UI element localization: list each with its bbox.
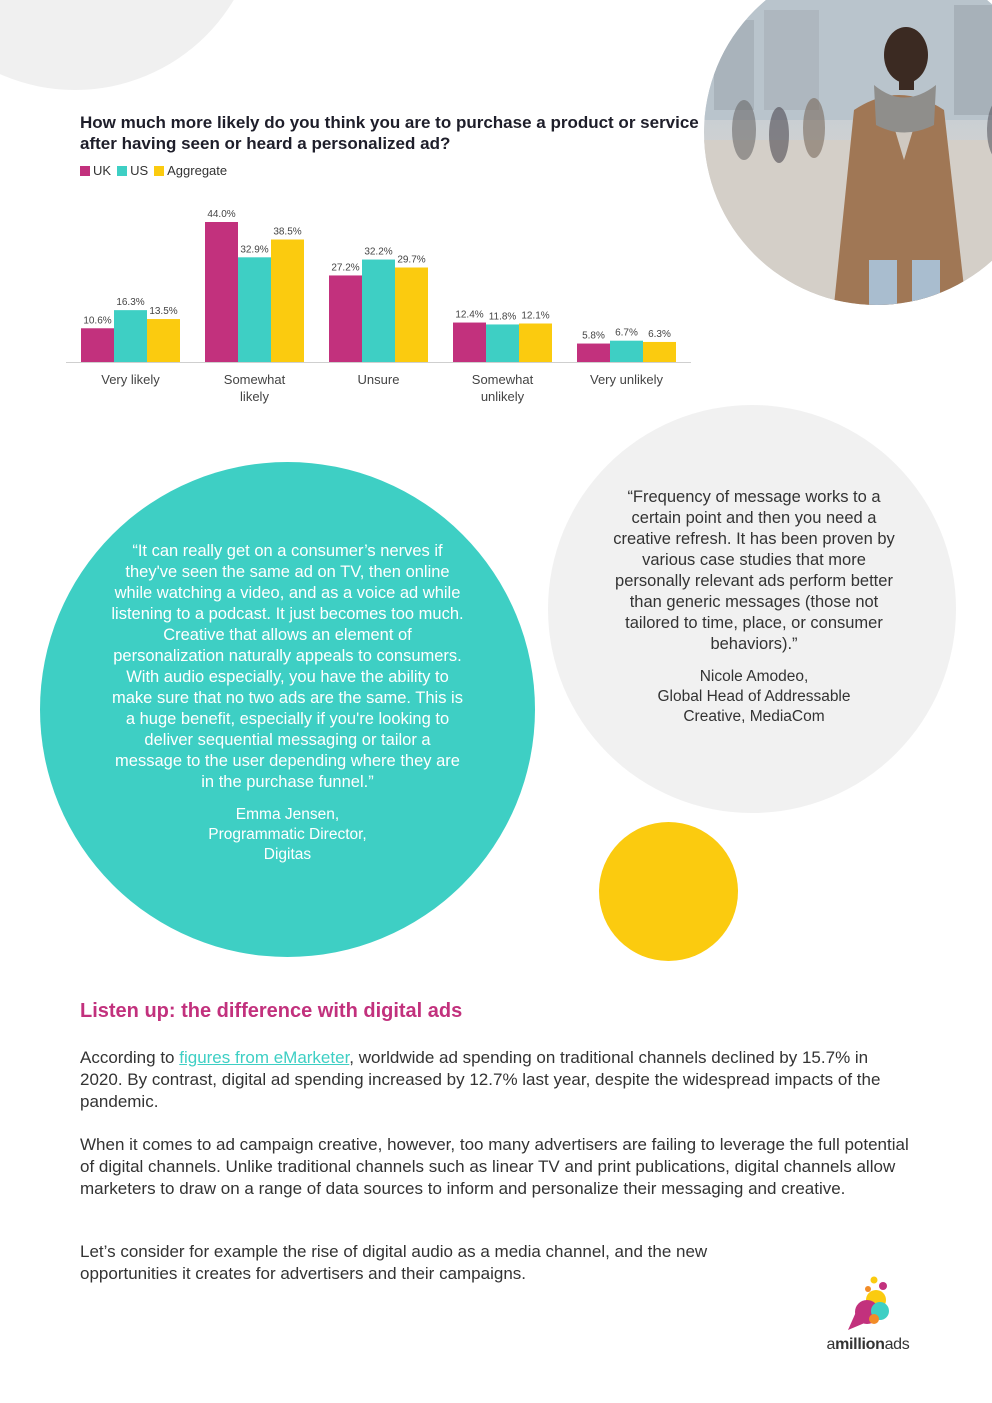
data-label-uk-2: 27.2% [331,262,360,274]
bar-aggregate-1 [271,240,304,363]
bar-aggregate-2 [395,268,428,363]
legend-swatch-us [117,166,127,176]
paragraph-3: Let’s consider for example the rise of digital audio as a media channel, and the new opportunities it creates for advertisers and their campaigns. [80,1242,708,1283]
photo-man-walking [704,0,992,305]
bar-us-4 [610,341,643,362]
data-label-aggregate-0: 13.5% [149,306,178,318]
photo-illustration [704,0,992,305]
bar-aggregate-0 [147,319,180,362]
legend-item-uk [80,163,111,178]
bar-uk-4 [577,344,610,362]
quote-text: “It can really get on a consumer’s nerves if they've seen the same ad on TV, then online while watching a video, and as a voice ad while listening to a podcast. It just becomes too much. Creative that allows an element of personalization naturally appeals to consumers. With audio especially, you have the ability to make sure that no two ads are the same. This is a huge benefit, especially if you're looking to deliver sequential messaging or tailor a message to the user depending where they are in the purchase funnel.” [111,542,464,791]
data-label-us-0: 16.3% [116,297,145,309]
amillionads-logo [812,1274,924,1358]
category-label-0: Very likely [101,372,160,387]
legend-swatch-aggregate [154,166,164,176]
paragraph-2: When it comes to ad campaign creative, however, too many advertisers are failing to leverage the full potential of digital channels. Unlike traditional channels such as linear TV and print publications, digital channels allow marketers to draw on a range of data sources to inform and personalize their messaging and creative. [80,1135,909,1198]
logo-word-prefix: a [826,1336,836,1353]
legend-item-aggregate [154,163,227,178]
data-label-uk-1: 44.0% [207,209,236,220]
data-label-aggregate-1: 38.5% [273,226,302,238]
category-label-2: Unsure [357,372,400,387]
data-label-us-2: 32.2% [364,246,393,258]
bar-us-1 [238,257,271,362]
quote-author-company: Digitas [263,846,312,863]
data-label-uk-4: 5.8% [582,330,605,342]
data-label-us-4: 6.7% [615,327,638,339]
category-label-1: Somewhat likely [223,372,286,404]
legend-label-aggregate: Aggregate [167,163,228,178]
data-label-uk-3: 12.4% [455,309,484,321]
quote-emma-jensen [110,541,465,865]
category-label-3: Somewhat unlikely [471,372,534,404]
legend-swatch-uk [80,166,90,176]
chart-title: How much more likely do you think you are to purchase a product or service after having seen or heard a personalized ad? [80,113,699,153]
quote-author-role: Programmatic Director, [208,826,367,843]
logo-wordmark [812,1336,924,1354]
legend-label-uk: UK [93,163,112,178]
quote-attribution [110,805,465,865]
bar-uk-3 [453,323,486,362]
bar-uk-2 [329,275,362,362]
paragraph-1-suffix: , worldwide ad spending on traditional channels declined by 15.7% in 2020. By contrast, digital ad spending increased by 12.7% last year, despite the widespread impacts of the pandemic. [80,1048,881,1111]
bar-aggregate-4 [643,342,676,362]
decorative-yellow-circle [599,822,738,961]
bar-us-2 [362,260,395,362]
logo-mark-icon [812,1274,924,1336]
bar-aggregate-3 [519,324,552,363]
emarketer-link[interactable]: figures from eMarketer [179,1048,350,1067]
data-label-aggregate-3: 12.1% [521,310,550,322]
bar-us-3 [486,324,519,362]
quote-attribution [604,667,904,727]
quote-author-role: Global Head of Addressable [657,688,851,705]
logo-word-bold: million [835,1336,885,1353]
data-label-aggregate-2: 29.7% [397,254,426,266]
paragraph-1-prefix: According to [80,1048,180,1067]
chart-legend [80,163,227,178]
quote-author-name: Nicole Amodeo, [699,668,809,685]
bar-us-0 [114,310,147,362]
quote-author-name: Emma Jensen, [235,806,340,823]
bar-uk-1 [205,222,238,362]
bar-uk-0 [81,328,114,362]
quote-text: “Frequency of message works to a certain point and then you need a creative refresh. It has been proven by various case studies that more personally relevant ads perform better than generic messages (those not tailored to time, place, or consumer behaviors).” [613,488,895,653]
quote-author-company: Creative, MediaCom [683,708,825,725]
quote-nicole-amodeo [604,487,904,727]
legend-label-us: US [130,163,149,178]
paragraph-1 [80,1047,910,1113]
bar-chart [66,195,696,410]
category-label-4: Very unlikely [590,372,663,387]
data-label-uk-0: 10.6% [83,315,112,327]
decorative-circle-top-left [0,0,260,90]
data-label-us-1: 32.9% [240,244,269,256]
data-label-aggregate-4: 6.3% [648,328,671,340]
logo-word-suffix: ads [884,1336,910,1353]
data-label-us-3: 11.8% [488,311,517,323]
legend-item-us [117,163,148,178]
section-heading: Listen up: the difference with digital ads [80,1000,463,1022]
